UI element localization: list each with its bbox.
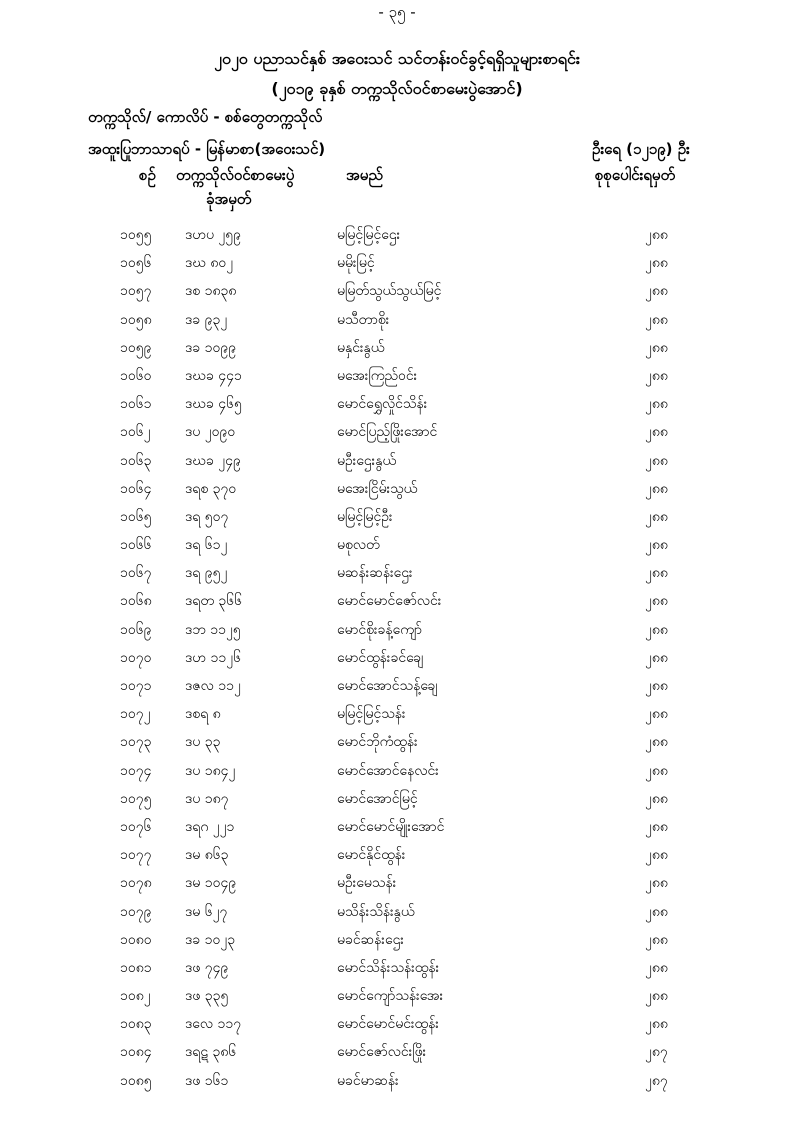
table-row [0, 503, 794, 531]
student-name-cell: မခင်မာဆန်း [337, 1072, 399, 1089]
student-name-cell: မဆန်းဆန်းဌေး [337, 565, 413, 582]
table-row [0, 531, 794, 559]
roll-number-cell: ဒစ ၁၈၃၈ [185, 283, 237, 300]
table-row [0, 700, 794, 728]
student-name-cell: မမြတ်သွယ်သွယ်မြင့် [337, 283, 442, 300]
total-marks-cell: ၂၈၈ [645, 931, 668, 948]
student-name-cell: မောင်ထွန်းခင်ချေ [337, 649, 424, 666]
roll-number-cell: ဒရတ ၃၆၆ [185, 593, 243, 610]
total-marks-cell: ၂၈၈ [645, 1016, 668, 1033]
serial-no-cell: ၁၀၇၈ [120, 875, 152, 892]
table-row [0, 954, 794, 982]
roll-number-cell: ဒရစ ၃၇၀ [185, 480, 237, 497]
roll-number-cell: ဒစရ ၈ [185, 706, 221, 723]
table-row [0, 757, 794, 785]
document-title: ၂၀၂၀ ပညာသင်နှစ် အဝေးသင် သင်တန်းဝင်ခွင့်ရရှိသူများစာရင်း [214, 49, 580, 68]
total-marks-cell: ၂၈၈ [645, 396, 668, 413]
student-name-cell: မောင်အောင်သန့်ချေ [337, 678, 438, 694]
table-row [0, 926, 794, 954]
table-row [0, 898, 794, 926]
roll-number-cell: ဒရ ၅၀၇ [185, 508, 229, 525]
student-name-cell: မောင်အောင်မြင့် [337, 790, 418, 807]
roll-number-cell: ဒပ ၁၈၇ [185, 790, 229, 807]
total-marks-cell: ၂၈၈ [645, 283, 668, 300]
total-marks-cell: ၂၈၈ [645, 367, 668, 384]
total-marks-cell: ၂၈၈ [645, 311, 668, 328]
total-marks-cell: ၂၈၈ [645, 818, 668, 835]
table-row [0, 559, 794, 587]
roll-number-cell: ဒဟ ၁၁၂၆ [185, 649, 241, 666]
student-name-cell: မောင်ဇော်လင်းဖြိုး [337, 1044, 427, 1061]
total-marks-cell: ၂၈၈ [645, 424, 668, 441]
serial-no-cell: ၁၀၆၀ [120, 367, 152, 384]
serial-no-cell: ၁၀၆၂ [120, 424, 151, 441]
serial-no-cell: ၁၀၅၆ [120, 255, 152, 272]
table-row [0, 616, 794, 644]
student-name-cell: မောင်မောင်မင်းထွန်း [337, 1016, 439, 1033]
table-row [0, 221, 794, 249]
student-name-cell: မမိုးမြင့် [337, 255, 375, 272]
table-row [0, 672, 794, 700]
serial-no-cell: ၁၀၇၀ [120, 649, 152, 666]
roll-number-cell: ဒဃ ၈၀၂ [185, 255, 234, 272]
roll-number-cell: ဒခ ၁၀၉၉ [185, 339, 237, 356]
roll-number-cell: ဒဃခ ၂၄၉ [185, 452, 241, 469]
student-name-cell: မောင်ကျော်သန်းအေး [337, 988, 444, 1005]
total-marks-cell: ၂၈၈ [645, 790, 668, 807]
total-marks-cell: ၂၈၈ [645, 508, 668, 525]
table-row [0, 390, 794, 418]
table-row [0, 447, 794, 475]
total-marks-cell: ၂၈၈ [645, 678, 668, 694]
student-name-cell: မောင်သိန်းသန်းထွန်း [337, 959, 440, 976]
serial-no-cell: ၁၀၆၆ [120, 537, 152, 554]
roll-number-cell: ဒမ ၁၀၄၉ [185, 875, 237, 892]
student-name-cell: မောင်နိုင်ထွန်း [337, 847, 406, 864]
table-row [0, 418, 794, 446]
student-name-cell: မောင်ရွှေလှိုင်သိန်း [337, 396, 428, 413]
header-roll-number-line2: ခုံအမှတ် [206, 190, 252, 208]
serial-no-cell: ၁၀၈၄ [120, 1044, 152, 1061]
total-marks-cell: ၂၈၈ [645, 734, 668, 751]
total-marks-cell: ၂၈၈ [645, 339, 668, 356]
serial-no-cell: ၁၀၈၃ [120, 1016, 152, 1033]
student-name-cell: မခင်ဆန်းဌေး [337, 931, 404, 948]
header-serial-no: စဉ် [139, 166, 156, 184]
roll-number-cell: ဒရဂ ၂၂၁ [185, 818, 235, 835]
serial-no-cell: ၁၀၅၇ [120, 283, 152, 300]
roll-number-cell: ဒခ ၉၃၂ [185, 311, 228, 328]
student-name-cell: မနှင်းနွယ် [337, 339, 385, 356]
table-row [0, 813, 794, 841]
total-marks-cell: ၂၈၈ [645, 875, 668, 892]
roll-number-cell: ဒဃခ ၄၆၅ [185, 396, 242, 413]
total-marks-cell: ၂၈၈ [645, 452, 668, 469]
total-marks-cell: ၂၈၇ [645, 1072, 668, 1089]
serial-no-cell: ၁၀၆၉ [120, 621, 152, 638]
serial-no-cell: ၁၀၇၇ [120, 847, 152, 864]
table-row [0, 785, 794, 813]
student-name-cell: မောင်မောင်မျိုးအောင် [337, 818, 445, 835]
page-number: - ၃၅ - [378, 3, 416, 21]
student-name-cell: မောင်မောင်ဇော်လင်း [337, 593, 442, 610]
roll-number-cell: ဒပ ၃၃ [185, 734, 221, 751]
roll-number-cell: ဒလေ ၁၁၇ [185, 1016, 242, 1033]
serial-no-cell: ၁၀၈၅ [120, 1072, 152, 1089]
document-subtitle: (၂၀၁၉ ခုနှစ် တက္ကသိုလ်ဝင်စာမေးပွဲအောင်) [271, 79, 523, 98]
total-marks-cell: ၂၈၈ [645, 537, 668, 554]
table-row [0, 728, 794, 756]
table-row [0, 306, 794, 334]
table-row [0, 249, 794, 277]
serial-no-cell: ၁၀၇၉ [120, 903, 152, 920]
total-marks-cell: ၂၈၈ [645, 255, 668, 272]
table-row [0, 334, 794, 362]
roll-number-cell: ဒဃခ ၄၄၁ [185, 367, 242, 384]
serial-no-cell: ၁၀၇၄ [120, 762, 152, 779]
serial-no-cell: ၁၀၇၅ [120, 790, 152, 807]
serial-no-cell: ၁၀၆၁ [120, 396, 152, 413]
table-row [0, 982, 794, 1010]
serial-no-cell: ၁၀၇၁ [120, 678, 152, 694]
serial-no-cell: ၁၀၆၇ [120, 565, 152, 582]
student-name-cell: မမြင့်မြင့်ဌေး [337, 227, 401, 243]
roll-number-cell: ဒဇလ ၁၁၂ [185, 678, 241, 694]
total-marks-cell: ၂၈၈ [645, 593, 668, 610]
total-count: ဦးရေ (၁၂၁၉) ဦး [592, 140, 690, 158]
roll-number-cell: ဒဟပ ၂၅၉ [185, 227, 242, 243]
table-row [0, 277, 794, 305]
student-name-cell: မသီတာစိုး [337, 311, 390, 328]
table-row [0, 841, 794, 869]
roll-number-cell: ဒခ ၁၀၂၃ [185, 931, 236, 948]
total-marks-cell: ၂၈၈ [645, 903, 668, 920]
roll-number-cell: ဒမ ၆၂၇ [185, 903, 228, 920]
serial-no-cell: ၁၀၆၄ [120, 480, 152, 497]
total-marks-cell: ၂၈၈ [645, 959, 668, 976]
serial-no-cell: ၁၀၇၂ [120, 706, 151, 723]
roll-number-cell: ဒရ ၉၅၂ [185, 565, 228, 582]
roll-number-cell: ဒဖ ၁၆၁ [185, 1072, 229, 1089]
student-name-cell: မအေးကြည်ဝင်း [337, 367, 418, 384]
total-marks-cell: ၂၈၈ [645, 227, 668, 243]
total-marks-cell: ၂၈၈ [645, 706, 668, 723]
roll-number-cell: ဒဖ ၃၃၅ [185, 988, 229, 1005]
total-marks-cell: ၂၈၈ [645, 565, 668, 582]
serial-no-cell: ၁၀၆၅ [120, 508, 152, 525]
serial-no-cell: ၁၀၇၆ [120, 818, 152, 835]
student-name-cell: မောင်ပြည့်ဖြိုးအောင် [337, 424, 438, 441]
total-marks-cell: ၂၈၈ [645, 988, 668, 1005]
roll-number-cell: ဒဘ ၁၁၂၅ [185, 621, 241, 638]
total-marks-cell: ၂၈၈ [645, 847, 668, 864]
university-label: တက္ကသိုလ်/ ကောလိပ် - စစ်တွေတက္ကသိုလ် [88, 108, 323, 126]
total-marks-cell: ၂၈၇ [645, 1044, 668, 1061]
serial-no-cell: ၁၀၅၈ [120, 311, 152, 328]
student-name-cell: မောင်ဘိုကံထွန်း [337, 734, 418, 751]
roll-number-cell: ဒဖ ၇၄၉ [185, 959, 229, 976]
serial-no-cell: ၁၀၆၈ [120, 593, 152, 610]
roll-number-cell: ဒမ ၈၆၃ [185, 847, 229, 864]
roll-number-cell: ဒပ ၂၀၉၀ [185, 424, 236, 441]
serial-no-cell: ၁၀၈၁ [120, 959, 152, 976]
table-row [0, 362, 794, 390]
table-row [0, 1067, 794, 1095]
student-name-cell: မမြင့်မြင့်ဦး [337, 508, 393, 525]
student-name-cell: မသိန်းသိန်းနွယ် [337, 903, 415, 920]
student-name-cell: မစုလတ် [337, 537, 380, 554]
serial-no-cell: ၁၀၇၃ [120, 734, 152, 751]
student-name-cell: မဦးဌေးနွယ် [337, 452, 397, 469]
major-subject-label: အထူးပြုဘာသာရပ် - မြန်မာစာ(အဝေးသင်) [88, 140, 326, 158]
serial-no-cell: ၁၀၅၅ [120, 227, 152, 243]
serial-no-cell: ၁၀၈၂ [120, 988, 151, 1005]
table-row [0, 475, 794, 503]
header-total-marks: စုစုပေါင်းရမှတ် [595, 166, 676, 184]
student-name-cell: မမြင့်မြင့်သန်း [337, 706, 406, 723]
total-marks-cell: ၂၈၈ [645, 649, 668, 666]
student-name-cell: မောင်စိုးခန့်ကျော် [337, 621, 422, 638]
student-name-cell: မောင်အောင်နေလင်း [337, 762, 439, 779]
table-row [0, 1038, 794, 1066]
table-row [0, 1010, 794, 1038]
total-marks-cell: ၂၈၈ [645, 480, 668, 497]
serial-no-cell: ၁၀၈၀ [120, 931, 152, 948]
header-name: အမည် [346, 166, 383, 184]
student-name-cell: မဦးမေသန်း [337, 875, 397, 892]
total-marks-cell: ၂၈၈ [645, 621, 668, 638]
student-name-cell: မအေးငြိမ်းသွယ် [337, 480, 418, 497]
student-list [0, 221, 794, 1095]
header-roll-number: တက္ကသိုလ်ဝင်စာမေးပွဲ [176, 166, 295, 184]
serial-no-cell: ၁၀၆၃ [120, 452, 152, 469]
table-row [0, 869, 794, 897]
roll-number-cell: ဒရ ၆၁၂ [185, 537, 228, 554]
roll-number-cell: ဒပ ၁၈၄၂ [185, 762, 236, 779]
serial-no-cell: ၁၀၅၉ [120, 339, 152, 356]
table-row [0, 587, 794, 615]
total-marks-cell: ၂၈၈ [645, 762, 668, 779]
table-row [0, 644, 794, 672]
roll-number-cell: ဒရဋ ၃၈၆ [185, 1044, 237, 1061]
